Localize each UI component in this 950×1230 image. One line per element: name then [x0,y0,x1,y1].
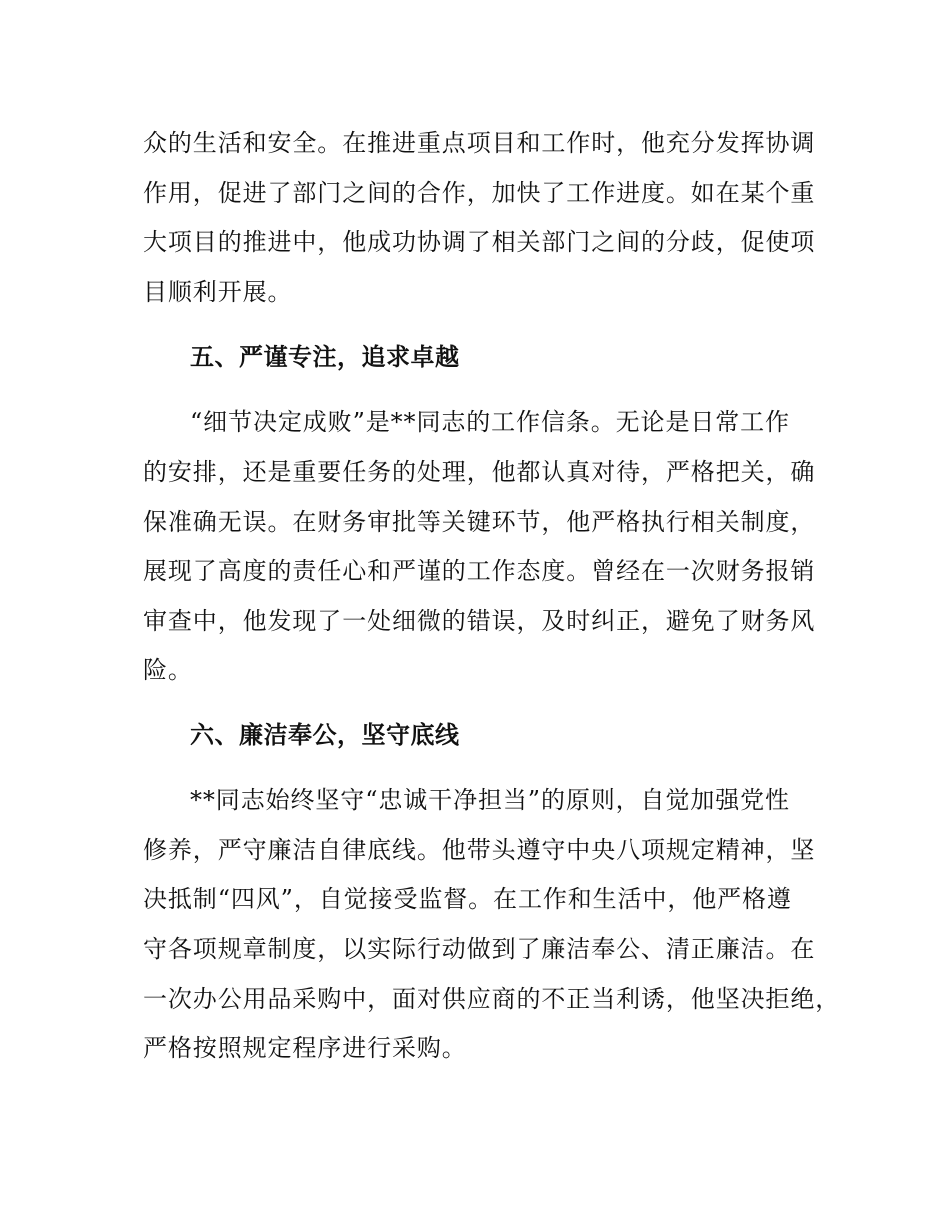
paragraph-line: 大项目的推进中，他成功协调了相关部门之间的分歧，促使项 [143,228,816,256]
paragraph-line: 一次办公用品采购中，面对供应商的不正当利诱，他坚决拒绝， [143,985,841,1013]
paragraph-line: 目顺利开展。 [143,278,293,306]
section-heading: 五、严谨专注，追求卓越 [190,343,460,371]
paragraph-line: 严格按照规定程序进行采购。 [143,1034,467,1062]
paragraph-line: **同志始终坚守“忠诚干净担当”的原则，自觉加强党性 [190,786,790,814]
paragraph-line: 修养，严守廉洁自律底线。他带头遵守中央八项规定精神，坚 [143,836,816,864]
paragraph-line: 展现了高度的责任心和严谨的工作态度。曾经在一次财务报销 [143,557,816,585]
paragraph-line: 保准确无误。在财务审批等关键环节，他严格执行相关制度， [143,508,816,536]
paragraph-line: 众的生活和安全。在推进重点项目和工作时，他充分发挥协调 [143,129,816,157]
paragraph-line: 守各项规章制度，以实际行动做到了廉洁奉公、清正廉洁。在 [143,935,816,963]
paragraph-line: 险。 [143,656,193,684]
paragraph-line: “细节决定成败”是**同志的工作信条。无论是日常工作 [190,408,790,436]
section-heading: 六、廉洁奉公，坚守底线 [190,721,460,749]
paragraph-line: 决抵制“四风”，自觉接受监督。在工作和生活中，他严格遵 [143,885,792,913]
paragraph-line: 作用，促进了部门之间的合作，加快了工作进度。如在某个重 [143,179,816,207]
paragraph-line: 的安排，还是重要任务的处理，他都认真对待，严格把关，确 [143,458,816,486]
paragraph-line: 审查中，他发现了一处细微的错误，及时纠正，避免了财务风 [143,607,816,635]
